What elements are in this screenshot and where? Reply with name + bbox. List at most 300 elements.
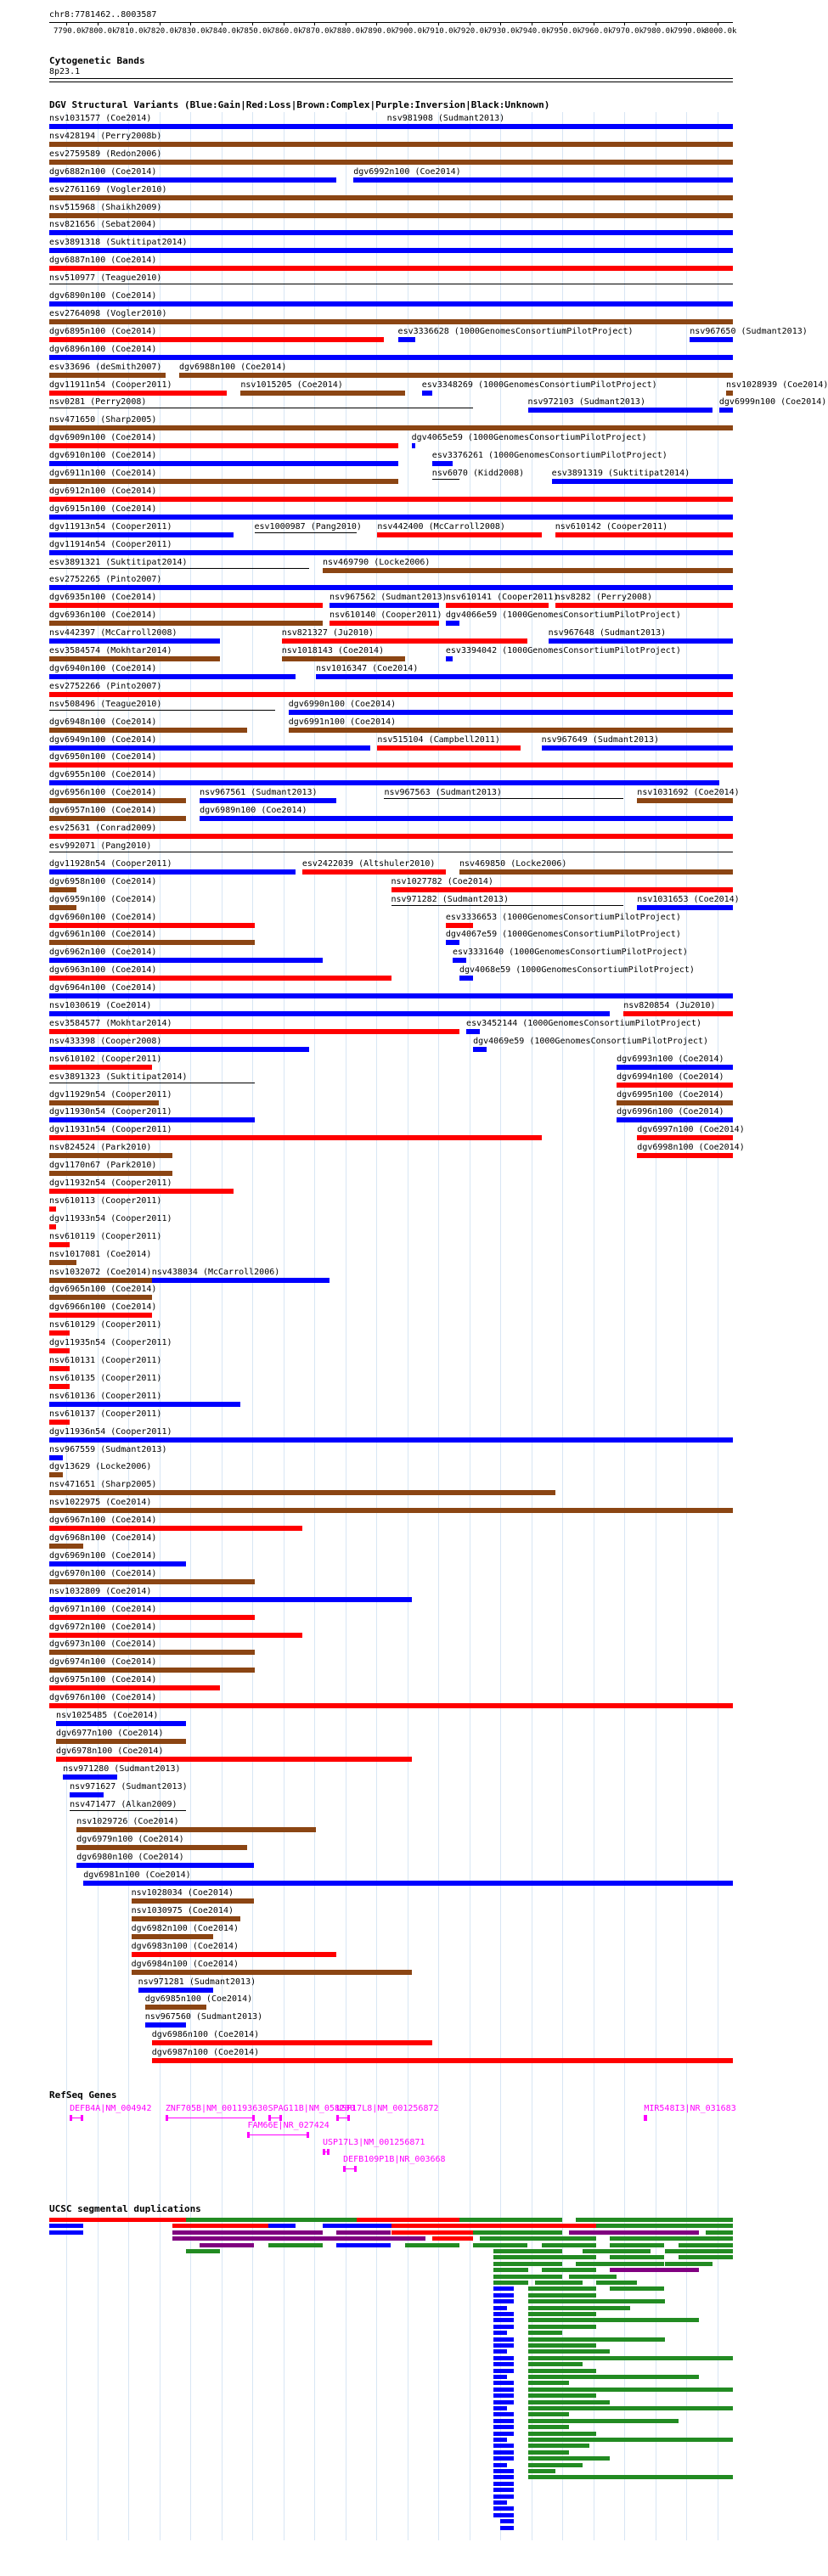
- segdup-block[interactable]: [528, 2432, 597, 2436]
- gene-exon[interactable]: [336, 2115, 339, 2121]
- segdup-block[interactable]: [493, 2362, 514, 2366]
- variant-bar[interactable]: [49, 762, 733, 768]
- variant-bar[interactable]: [391, 887, 734, 892]
- variant-bar[interactable]: [132, 1916, 241, 1921]
- variant-label[interactable]: nsv967563 (Sudmant2013): [384, 788, 502, 798]
- segdup-block[interactable]: [186, 2218, 357, 2222]
- variant-bar[interactable]: [49, 195, 733, 200]
- variant-label[interactable]: nsv610141 (Cooper2011): [445, 593, 559, 603]
- variant-label[interactable]: dgv6909n100 (Coe2014): [49, 433, 157, 443]
- variant-bar[interactable]: [552, 479, 733, 484]
- variant-bar[interactable]: [49, 301, 733, 307]
- variant-bar[interactable]: [49, 248, 733, 253]
- variant-bar[interactable]: [49, 816, 186, 821]
- segdup-block[interactable]: [679, 2243, 733, 2247]
- segdup-block[interactable]: [706, 2230, 733, 2235]
- variant-label[interactable]: dgv6949n100 (Coe2014): [49, 734, 157, 745]
- variant-label[interactable]: dgv6955n100 (Coe2014): [49, 770, 157, 780]
- variant-bar[interactable]: [49, 1437, 733, 1443]
- variant-label[interactable]: dgv11936n54 (Cooper2011): [49, 1426, 172, 1437]
- segdup-block[interactable]: [528, 2475, 734, 2479]
- segdup-block[interactable]: [493, 2331, 507, 2335]
- variant-label[interactable]: esv992071 (Pang2010): [49, 841, 152, 851]
- variant-bar[interactable]: [49, 1526, 302, 1531]
- segdup-block[interactable]: [528, 2362, 583, 2366]
- segdup-block[interactable]: [576, 2218, 699, 2222]
- variant-label[interactable]: dgv11930n54 (Cooper2011): [49, 1107, 172, 1117]
- gene-exon[interactable]: [327, 2149, 330, 2155]
- variant-bar[interactable]: [49, 142, 733, 147]
- variant-bar[interactable]: [49, 1703, 733, 1708]
- variant-label[interactable]: nsv821656 (Sebat2004): [49, 220, 157, 230]
- variant-bar[interactable]: [152, 2058, 733, 2063]
- variant-bar[interactable]: [49, 674, 296, 679]
- variant-label[interactable]: nsv972103 (Sudmant2013): [527, 397, 645, 408]
- segdup-block[interactable]: [493, 2506, 514, 2511]
- variant-label[interactable]: dgv6887n100 (Coe2014): [49, 256, 157, 266]
- variant-bar[interactable]: [542, 745, 733, 751]
- variant-label[interactable]: esv3348269 (1000GenomesConsortiumPilotProject): [421, 380, 657, 390]
- segdup-block[interactable]: [493, 2494, 514, 2499]
- variant-label[interactable]: dgv11935n54 (Cooper2011): [49, 1338, 172, 1348]
- segdup-block[interactable]: [49, 2230, 83, 2235]
- variant-bar[interactable]: [49, 1224, 56, 1229]
- variant-label[interactable]: nsv610135 (Cooper2011): [49, 1373, 162, 1383]
- variant-bar[interactable]: [377, 532, 541, 537]
- refseq-track-title[interactable]: RefSeq Genes: [49, 2089, 117, 2101]
- variant-label[interactable]: nsv469790 (Locke2006): [323, 557, 431, 567]
- variant-label[interactable]: dgv6977n100 (Coe2014): [56, 1728, 164, 1738]
- variant-label[interactable]: dgv6978n100 (Coe2014): [56, 1746, 164, 1756]
- segdup-block[interactable]: [493, 2406, 507, 2410]
- variant-bar[interactable]: [690, 337, 733, 342]
- variant-label[interactable]: nsv1022975 (Coe2014): [49, 1498, 152, 1508]
- variant-bar[interactable]: [432, 479, 459, 480]
- variant-bar[interactable]: [49, 177, 336, 183]
- gene-exon[interactable]: [252, 2115, 255, 2121]
- segdup-block[interactable]: [569, 2230, 699, 2235]
- segdup-block[interactable]: [528, 2318, 699, 2322]
- variant-bar[interactable]: [49, 1490, 555, 1495]
- variant-label[interactable]: esv2761169 (Vogler2010): [49, 184, 167, 194]
- variant-bar[interactable]: [549, 638, 733, 644]
- segdup-block[interactable]: [665, 2262, 713, 2266]
- variant-label[interactable]: nsv610137 (Cooper2011): [49, 1409, 162, 1419]
- variant-bar[interactable]: [49, 905, 76, 910]
- variant-bar[interactable]: [49, 710, 275, 711]
- segdup-block[interactable]: [493, 2488, 514, 2492]
- variant-label[interactable]: dgv6976n100 (Coe2014): [49, 1693, 157, 1703]
- segdup-block[interactable]: [405, 2243, 459, 2247]
- variant-label[interactable]: esv3336653 (1000GenomesConsortiumPilotProject): [445, 912, 681, 922]
- variant-label[interactable]: nsv1032809 (Coe2014): [49, 1586, 152, 1596]
- variant-label[interactable]: dgv6896n100 (Coe2014): [49, 344, 157, 354]
- segdup-block[interactable]: [528, 2331, 562, 2335]
- variant-label[interactable]: dgv6982n100 (Coe2014): [131, 1923, 239, 1933]
- variant-bar[interactable]: [49, 1685, 220, 1690]
- variant-bar[interactable]: [422, 391, 432, 396]
- variant-label[interactable]: dgv6964n100 (Coe2014): [49, 983, 157, 993]
- variant-label[interactable]: dgv11929n54 (Cooper2011): [49, 1089, 172, 1100]
- variant-label[interactable]: esv3394042 (1000GenomesConsortiumPilotProject): [445, 646, 681, 655]
- variant-bar[interactable]: [432, 461, 453, 466]
- segdup-block[interactable]: [493, 2513, 514, 2517]
- variant-label[interactable]: nsv471651 (Sharp2005): [49, 1480, 157, 1490]
- variant-label[interactable]: dgv6979n100 (Coe2014): [76, 1835, 184, 1845]
- segdup-block[interactable]: [699, 2218, 733, 2222]
- variant-bar[interactable]: [200, 798, 336, 803]
- variant-label[interactable]: nsv610102 (Cooper2011): [49, 1054, 162, 1064]
- variant-bar[interactable]: [353, 177, 733, 183]
- variant-label[interactable]: dgv6970n100 (Coe2014): [49, 1568, 157, 1578]
- variant-bar[interactable]: [179, 373, 733, 378]
- variant-label[interactable]: dgv6967n100 (Coe2014): [49, 1516, 157, 1526]
- variant-bar[interactable]: [459, 976, 473, 981]
- variant-label[interactable]: nsv1028939 (Coe2014): [725, 380, 828, 390]
- variant-label[interactable]: dgv6965n100 (Coe2014): [49, 1285, 157, 1295]
- segdup-block[interactable]: [493, 2419, 514, 2423]
- variant-bar[interactable]: [446, 940, 459, 945]
- variant-bar[interactable]: [49, 834, 733, 839]
- variant-label[interactable]: dgv6971n100 (Coe2014): [49, 1604, 157, 1614]
- variant-label[interactable]: dgv6973n100 (Coe2014): [49, 1640, 157, 1650]
- variant-bar[interactable]: [132, 1970, 412, 1975]
- variant-label[interactable]: dgv6988n100 (Coe2014): [178, 362, 287, 372]
- variant-bar[interactable]: [49, 1117, 255, 1122]
- variant-label[interactable]: nsv971627 (Sudmant2013): [70, 1781, 188, 1791]
- variant-bar[interactable]: [49, 425, 733, 430]
- segdup-block[interactable]: [500, 2526, 514, 2530]
- variant-label[interactable]: dgv6957n100 (Coe2014): [49, 806, 157, 816]
- variant-bar[interactable]: [446, 603, 549, 608]
- variant-bar[interactable]: [49, 1242, 70, 1247]
- segdup-block[interactable]: [542, 2243, 596, 2247]
- variant-bar[interactable]: [49, 515, 733, 520]
- variant-bar[interactable]: [63, 1775, 117, 1780]
- segdup-block[interactable]: [493, 2299, 514, 2303]
- variant-bar[interactable]: [49, 266, 733, 271]
- segdup-block[interactable]: [493, 2432, 514, 2436]
- variant-bar[interactable]: [49, 1171, 172, 1176]
- variant-label[interactable]: nsv438034 (McCarroll2006): [151, 1267, 280, 1277]
- variant-bar[interactable]: [49, 479, 398, 484]
- segdup-block[interactable]: [391, 2230, 474, 2235]
- segdup-block[interactable]: [49, 2224, 83, 2228]
- segdup-block[interactable]: [49, 2218, 186, 2222]
- variant-bar[interactable]: [384, 798, 623, 799]
- segdup-block[interactable]: [357, 2218, 459, 2222]
- variant-label[interactable]: nsv442397 (McCarroll2008): [49, 628, 177, 638]
- segdup-block[interactable]: [473, 2230, 562, 2235]
- variant-bar[interactable]: [412, 443, 415, 448]
- segdup-block[interactable]: [493, 2318, 514, 2322]
- variant-bar[interactable]: [289, 728, 733, 733]
- variant-label[interactable]: esv2422039 (Altshuler2010): [301, 858, 436, 869]
- variant-bar[interactable]: [49, 958, 323, 963]
- variant-bar[interactable]: [49, 1472, 63, 1477]
- variant-bar[interactable]: [49, 603, 323, 608]
- variant-label[interactable]: nsv1018143 (Coe2014): [281, 646, 385, 655]
- segdup-block[interactable]: [493, 2456, 514, 2461]
- variant-label[interactable]: dgv6956n100 (Coe2014): [49, 788, 157, 798]
- variant-bar[interactable]: [200, 816, 733, 821]
- variant-label[interactable]: dgv6948n100 (Coe2014): [49, 717, 157, 727]
- segdup-block[interactable]: [528, 2425, 569, 2429]
- variant-label[interactable]: dgv6997n100 (Coe2014): [637, 1125, 745, 1135]
- variant-label[interactable]: nsv967649 (Sudmant2013): [541, 734, 660, 745]
- variant-label[interactable]: dgv6975n100 (Coe2014): [49, 1675, 157, 1685]
- variant-bar[interactable]: [637, 905, 733, 910]
- variant-bar[interactable]: [49, 1206, 56, 1212]
- variant-bar[interactable]: [49, 497, 733, 502]
- segdup-block[interactable]: [473, 2243, 527, 2247]
- variant-bar[interactable]: [49, 1561, 186, 1566]
- variant-label[interactable]: dgv6958n100 (Coe2014): [49, 876, 157, 886]
- variant-bar[interactable]: [56, 1757, 412, 1762]
- variant-label[interactable]: dgv6990n100 (Coe2014): [288, 699, 397, 709]
- variant-label[interactable]: nsv6070 (Kidd2008): [431, 469, 525, 478]
- variant-label[interactable]: nsv967560 (Sudmant2013): [144, 2012, 263, 2022]
- segdup-block[interactable]: [493, 2500, 507, 2505]
- variant-bar[interactable]: [466, 1029, 480, 1034]
- variant-bar[interactable]: [49, 745, 370, 751]
- variant-bar[interactable]: [49, 692, 733, 697]
- variant-bar[interactable]: [70, 1810, 186, 1811]
- variant-bar[interactable]: [49, 568, 309, 569]
- variant-bar[interactable]: [255, 532, 358, 533]
- variant-label[interactable]: dgv6890n100 (Coe2014): [49, 291, 157, 301]
- variant-label[interactable]: nsv610129 (Cooper2011): [49, 1320, 162, 1330]
- segdup-block[interactable]: [172, 2230, 323, 2235]
- variant-label[interactable]: dgv6986n100 (Coe2014): [151, 2030, 260, 2040]
- variant-label[interactable]: nsv610119 (Cooper2011): [49, 1231, 162, 1241]
- variant-label[interactable]: dgv6936n100 (Coe2014): [49, 610, 157, 621]
- segdup-block[interactable]: [610, 2286, 664, 2291]
- segdup-block[interactable]: [432, 2236, 473, 2241]
- variant-bar[interactable]: [49, 923, 255, 928]
- variant-label[interactable]: dgv6983n100 (Coe2014): [131, 1941, 239, 1951]
- segdup-block[interactable]: [528, 2419, 679, 2423]
- variant-bar[interactable]: [49, 1029, 459, 1034]
- segdup-block[interactable]: [583, 2249, 651, 2253]
- segdup-block[interactable]: [493, 2262, 562, 2266]
- segdup-block[interactable]: [323, 2224, 391, 2228]
- variant-bar[interactable]: [49, 976, 391, 981]
- segdup-block[interactable]: [528, 2450, 569, 2455]
- variant-bar[interactable]: [49, 532, 234, 537]
- segdup-block[interactable]: [493, 2425, 514, 2429]
- variant-bar[interactable]: [330, 621, 439, 626]
- segdup-block[interactable]: [493, 2286, 514, 2291]
- segdup-block[interactable]: [493, 2268, 527, 2272]
- segdup-block[interactable]: [493, 2463, 507, 2467]
- variant-label[interactable]: nsv967650 (Sudmant2013): [690, 326, 808, 336]
- variant-label[interactable]: dgv6985n100 (Coe2014): [144, 1994, 253, 2005]
- segdup-block[interactable]: [528, 2286, 597, 2291]
- segdup-block[interactable]: [493, 2337, 514, 2342]
- segdup-block[interactable]: [493, 2369, 514, 2373]
- variant-bar[interactable]: [49, 1330, 70, 1336]
- variant-label[interactable]: nsv1029726 (Coe2014): [76, 1817, 179, 1827]
- segdup-block[interactable]: [528, 2299, 665, 2303]
- variant-label[interactable]: nsv469850 (Locke2006): [459, 858, 567, 869]
- segdup-block[interactable]: [493, 2393, 514, 2398]
- variant-bar[interactable]: [49, 1650, 255, 1655]
- segdup-block[interactable]: [336, 2243, 391, 2247]
- variant-bar[interactable]: [152, 1278, 330, 1283]
- segdup-block[interactable]: [493, 2293, 514, 2298]
- variant-label[interactable]: nsv610136 (Cooper2011): [49, 1391, 162, 1401]
- variant-label[interactable]: dgv6940n100 (Coe2014): [49, 663, 157, 673]
- variant-label[interactable]: dgv6969n100 (Coe2014): [49, 1550, 157, 1561]
- variant-label[interactable]: nsv433398 (Cooper2008): [49, 1036, 162, 1046]
- variant-bar[interactable]: [49, 160, 733, 165]
- variant-label[interactable]: dgv6935n100 (Coe2014): [49, 593, 157, 603]
- segdup-block[interactable]: [576, 2262, 665, 2266]
- segdup-block[interactable]: [528, 2456, 611, 2461]
- variant-bar[interactable]: [70, 1792, 104, 1797]
- variant-bar[interactable]: [49, 1189, 234, 1194]
- variant-label[interactable]: dgv6911n100 (Coe2014): [49, 469, 157, 478]
- variant-bar[interactable]: [49, 550, 733, 555]
- variant-bar[interactable]: [623, 1011, 733, 1016]
- segdup-block[interactable]: [493, 2469, 514, 2473]
- variant-bar[interactable]: [617, 1065, 733, 1070]
- variant-bar[interactable]: [152, 2040, 432, 2045]
- variant-label[interactable]: nsv471477 (Alkan2009): [70, 1799, 177, 1809]
- variant-bar[interactable]: [49, 1615, 255, 1620]
- variant-bar[interactable]: [132, 1898, 255, 1904]
- variant-bar[interactable]: [282, 638, 528, 644]
- variant-label[interactable]: dgv6994n100 (Coe2014): [617, 1071, 724, 1082]
- segdup-block[interactable]: [493, 2438, 507, 2442]
- variant-bar[interactable]: [49, 1065, 152, 1070]
- variant-bar[interactable]: [282, 656, 405, 661]
- variant-bar[interactable]: [49, 728, 247, 733]
- variant-label[interactable]: dgv6989n100 (Coe2014): [200, 806, 307, 816]
- gene-label[interactable]: FAM66E|NR_027424: [247, 2121, 330, 2130]
- variant-bar[interactable]: [719, 408, 733, 413]
- variant-label[interactable]: dgv6981n100 (Coe2014): [83, 1870, 191, 1881]
- segdup-block[interactable]: [542, 2268, 596, 2272]
- variant-bar[interactable]: [49, 319, 733, 324]
- variant-label[interactable]: dgv11911n54 (Cooper2011): [49, 380, 172, 390]
- variant-bar[interactable]: [316, 674, 733, 679]
- variant-label[interactable]: esv2764098 (Vogler2010): [49, 308, 167, 318]
- variant-bar[interactable]: [49, 461, 398, 466]
- gene-exon[interactable]: [307, 2132, 309, 2138]
- variant-label[interactable]: dgv6895n100 (Coe2014): [49, 326, 157, 336]
- segdup-block[interactable]: [268, 2224, 296, 2228]
- variant-bar[interactable]: [49, 1260, 76, 1265]
- segdup-block[interactable]: [493, 2312, 514, 2316]
- variant-bar[interactable]: [473, 1047, 487, 1052]
- variant-label[interactable]: esv2759589 (Redon2006): [49, 149, 162, 159]
- variant-label[interactable]: nsv1032072 (Coe2014): [49, 1267, 152, 1277]
- variant-label[interactable]: nsv967648 (Sudmant2013): [548, 628, 667, 638]
- variant-bar[interactable]: [49, 1135, 542, 1140]
- gene-exon[interactable]: [354, 2166, 357, 2172]
- variant-label[interactable]: esv3452144 (1000GenomesConsortiumPilotProject): [466, 1018, 701, 1028]
- variant-bar[interactable]: [49, 1348, 70, 1353]
- variant-bar[interactable]: [83, 1881, 733, 1886]
- segdup-block[interactable]: [493, 2450, 514, 2455]
- variant-label[interactable]: esv33696 (deSmith2007): [49, 362, 162, 372]
- variant-label[interactable]: nsv1015205 (Coe2014): [240, 380, 343, 390]
- variant-label[interactable]: dgv13629 (Locke2006): [49, 1462, 152, 1472]
- variant-label[interactable]: dgv11932n54 (Cooper2011): [49, 1178, 172, 1188]
- variant-label[interactable]: dgv6910n100 (Coe2014): [49, 451, 157, 461]
- variant-label[interactable]: dgv6882n100 (Coe2014): [49, 166, 157, 177]
- gene-exon[interactable]: [70, 2115, 72, 2121]
- gene-line[interactable]: [247, 2134, 308, 2135]
- segdup-block[interactable]: [528, 2293, 597, 2298]
- variant-bar[interactable]: [49, 1153, 172, 1158]
- gene-exon[interactable]: [166, 2115, 168, 2121]
- segdup-block[interactable]: [493, 2482, 514, 2486]
- variant-bar[interactable]: [49, 798, 186, 803]
- variant-bar[interactable]: [49, 391, 227, 396]
- segdup-block[interactable]: [528, 2406, 734, 2410]
- variant-bar[interactable]: [132, 1952, 337, 1957]
- variant-bar[interactable]: [49, 1366, 70, 1371]
- segdup-block[interactable]: [172, 2236, 425, 2241]
- variant-bar[interactable]: [387, 124, 733, 129]
- variant-label[interactable]: dgv11933n54 (Cooper2011): [49, 1213, 172, 1223]
- segdup-block[interactable]: [528, 2337, 665, 2342]
- variant-label[interactable]: nsv1030619 (Coe2014): [49, 1001, 152, 1010]
- variant-bar[interactable]: [56, 1721, 186, 1726]
- variant-bar[interactable]: [49, 887, 76, 892]
- segdup-block[interactable]: [493, 2444, 514, 2448]
- variant-label[interactable]: nsv510977 (Teague2010): [49, 273, 162, 284]
- variant-bar[interactable]: [132, 1934, 214, 1939]
- variant-bar[interactable]: [617, 1117, 733, 1122]
- segdup-block[interactable]: [610, 2255, 664, 2259]
- variant-label[interactable]: dgv4066e59 (1000GenomesConsortiumPilotProject): [445, 610, 681, 621]
- segdup-block[interactable]: [172, 2224, 268, 2228]
- variant-label[interactable]: nsv515968 (Shaikh2009): [49, 202, 162, 212]
- variant-label[interactable]: nsv8282 (Perry2008): [555, 593, 653, 603]
- variant-label[interactable]: nsv610140 (Cooper2011): [330, 610, 442, 621]
- variant-label[interactable]: dgv11931n54 (Cooper2011): [49, 1125, 172, 1135]
- variant-bar[interactable]: [453, 958, 466, 963]
- variant-label[interactable]: dgv6961n100 (Coe2014): [49, 930, 157, 940]
- variant-bar[interactable]: [49, 443, 398, 448]
- gene-exon[interactable]: [247, 2132, 250, 2138]
- variant-bar[interactable]: [145, 2022, 186, 2028]
- segdup-block[interactable]: [528, 2356, 734, 2360]
- variant-label[interactable]: nsv610113 (Cooper2011): [49, 1195, 162, 1206]
- segdup-block[interactable]: [493, 2381, 514, 2385]
- gene-exon[interactable]: [645, 2115, 647, 2121]
- variant-label[interactable]: dgv4069e59 (1000GenomesConsortiumPilotProject): [473, 1036, 709, 1046]
- variant-label[interactable]: nsv1031577 (Coe2014): [49, 114, 152, 123]
- variant-label[interactable]: esv1000987 (Pang2010): [254, 521, 362, 532]
- segdup-block[interactable]: [528, 2463, 583, 2467]
- variant-label[interactable]: dgv6992n100 (Coe2014): [353, 166, 461, 177]
- variant-label[interactable]: esv2752265 (Pinto2007): [49, 575, 162, 585]
- variant-label[interactable]: dgv6995n100 (Coe2014): [617, 1089, 724, 1100]
- variant-label[interactable]: dgv6980n100 (Coe2014): [76, 1853, 184, 1863]
- variant-label[interactable]: esv25631 (Conrad2009): [49, 824, 157, 833]
- variant-label[interactable]: nsv820854 (Ju2010): [623, 1001, 716, 1010]
- variant-label[interactable]: esv3376261 (1000GenomesConsortiumPilotProject): [431, 451, 667, 461]
- variant-label[interactable]: dgv11928n54 (Cooper2011): [49, 858, 172, 869]
- variant-bar[interactable]: [49, 1508, 733, 1513]
- segdup-block[interactable]: [528, 2400, 611, 2404]
- variant-bar[interactable]: [76, 1863, 254, 1868]
